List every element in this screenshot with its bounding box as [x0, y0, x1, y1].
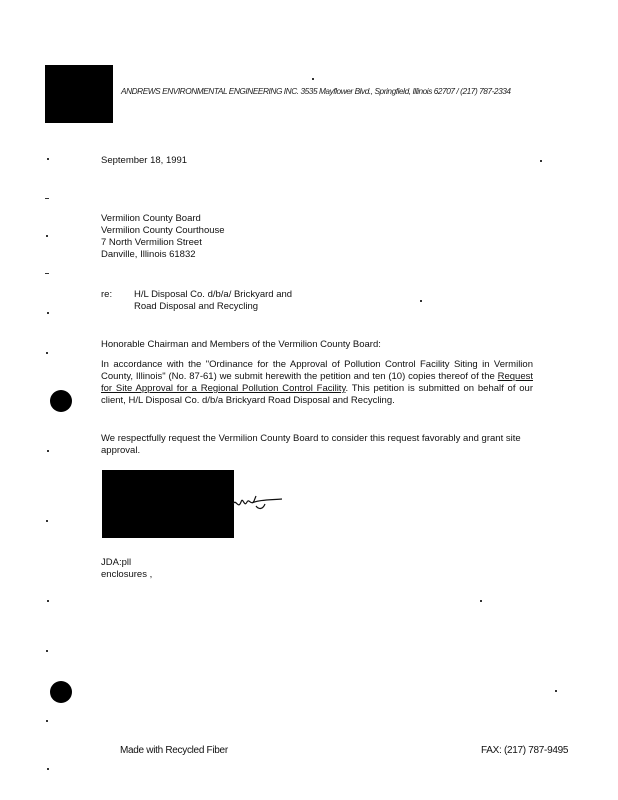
- scan-speck: [46, 720, 48, 722]
- salutation: Honorable Chairman and Members of the Vermilion County Board:: [101, 339, 381, 350]
- scan-speck: [46, 650, 48, 652]
- scan-speck: [312, 78, 314, 80]
- typist-initials: JDA:pll: [101, 557, 132, 568]
- punch-hole: [50, 390, 72, 412]
- scan-speck: [47, 312, 49, 314]
- address-line: 7 North Vermilion Street: [101, 237, 202, 248]
- address-line: Vermilion County Board: [101, 213, 201, 224]
- re-line: Road Disposal and Recycling: [134, 301, 259, 312]
- body-paragraph-2: We respectfully request the Vermilion County Board to consider this request favorably and grant site approval.: [101, 433, 521, 456]
- recipient-address: [101, 213, 225, 261]
- signature-stroke: [232, 490, 284, 516]
- scan-speck: [46, 235, 48, 237]
- scan-speck: [480, 600, 482, 602]
- punch-hole: [50, 681, 72, 703]
- letterhead: ANDREWS ENVIRONMENTAL ENGINEERING INC. 3535 Mayflower Blvd., Springfield, Illinois 62707 / (217) 787-2334: [121, 86, 511, 96]
- scan-speck: [47, 450, 49, 452]
- address-line: Danville, Illinois 61832: [101, 249, 196, 260]
- paragraph-text: . This petition is submitted on behalf of our client, H/L Disposal Co. d/b/a Brickyard Road Disposal and Recycling.: [101, 383, 533, 406]
- scan-speck: [46, 520, 48, 522]
- redacted-signature: [102, 470, 234, 538]
- scan-speck: [45, 273, 49, 274]
- re-subject: [134, 289, 292, 313]
- address-line: Vermilion County Courthouse: [101, 225, 225, 236]
- request-title: Request for Site Approval for a Regional Pollution Control Facility: [101, 371, 533, 394]
- redacted-logo: [45, 65, 113, 123]
- re-line: H/L Disposal Co. d/b/a/ Brickyard and: [134, 289, 293, 300]
- enclosures-note: enclosures ,: [101, 569, 153, 580]
- scan-speck: [47, 768, 49, 770]
- scan-speck: [46, 352, 48, 354]
- scan-speck: [47, 158, 49, 160]
- scan-speck: [420, 300, 422, 302]
- footer-fax: FAX: (217) 787-9495: [481, 745, 569, 756]
- scan-speck: [45, 198, 49, 199]
- scan-speck: [540, 160, 542, 162]
- paragraph-text: In accordance with the "Ordinance for the Approval of Pollution Control Facility Siting in Vermilion County, Illinois" (No. 87-61) we submit herewith the petition and ten (10) copies thereof of the: [101, 359, 533, 382]
- footer-recycled: Made with Recycled Fiber: [120, 745, 228, 756]
- scan-speck: [555, 690, 557, 692]
- re-label: re:: [101, 289, 113, 300]
- body-paragraph-1: [101, 359, 533, 407]
- scan-speck: [47, 600, 49, 602]
- letter-date: September 18, 1991: [101, 155, 188, 166]
